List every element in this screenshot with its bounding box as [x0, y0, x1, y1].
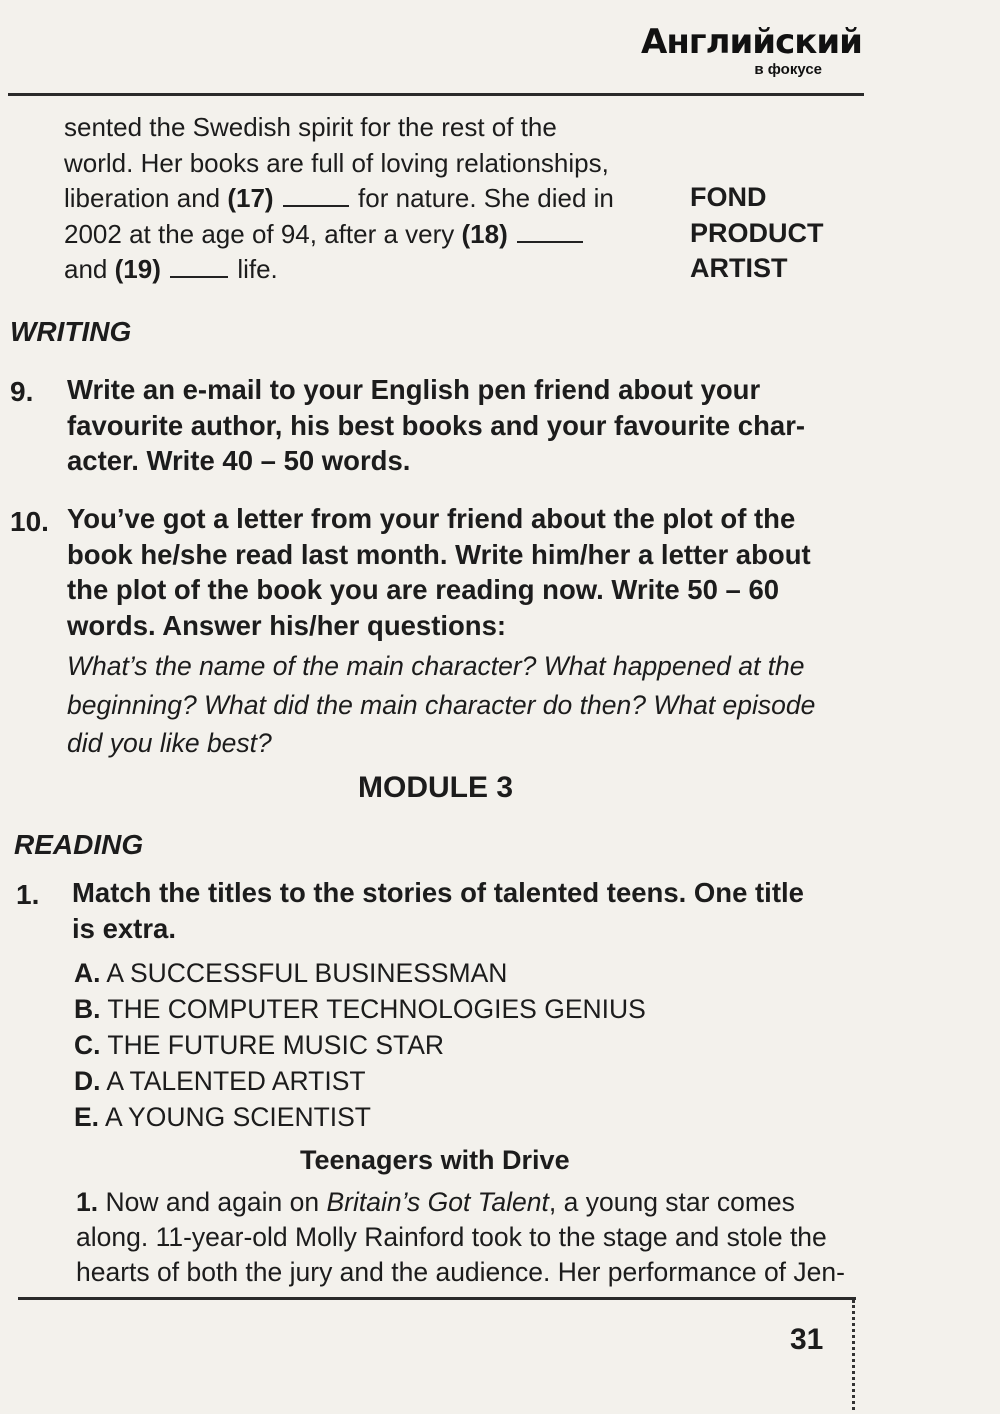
- passage-text: life.: [230, 254, 278, 284]
- gap-number-19: (19): [114, 254, 161, 284]
- story-title: Teenagers with Drive: [300, 1145, 570, 1175]
- gap-blank-18: [517, 223, 583, 243]
- option-text: A YOUNG SCIENTIST: [104, 1102, 371, 1132]
- option-text: A TALENTED ARTIST: [106, 1066, 366, 1096]
- brand-logo: Английский: [641, 22, 862, 62]
- question-line: did you like best?: [67, 728, 272, 758]
- task-line: book he/she read last month. Write him/her a letter about: [67, 538, 811, 570]
- passage-text: liberation and: [64, 183, 228, 213]
- word-bank: [690, 180, 824, 287]
- option-item: [74, 1027, 646, 1063]
- option-text: THE FUTURE MUSIC STAR: [107, 1030, 445, 1060]
- task-1-number: 1.: [16, 879, 40, 910]
- question-line: What’s the name of the main character? What happened at the: [67, 651, 805, 681]
- option-item: [74, 1063, 646, 1099]
- option-letter: D.: [74, 1066, 101, 1096]
- task-line: You’ve got a letter from your friend about the plot of the: [67, 503, 796, 534]
- dotted-margin-line: [852, 1300, 855, 1410]
- story-text-part: Now and again on: [98, 1187, 327, 1217]
- option-letter: A.: [74, 958, 101, 988]
- task-line: Match the titles to the stories of talented teens. One title: [72, 877, 804, 908]
- passage-line: [64, 181, 614, 217]
- task-10-instructions: [67, 501, 811, 643]
- story-line: [76, 1185, 845, 1220]
- page-number: 31: [790, 1323, 824, 1356]
- top-divider: [8, 93, 864, 96]
- task-10-questions: [67, 647, 815, 763]
- story-line: hearts of both the jury and the audience. Her performance of Jen-: [76, 1257, 845, 1287]
- option-letter: E.: [74, 1102, 100, 1132]
- story-number: 1.: [76, 1187, 99, 1217]
- task-9-instructions: [67, 372, 805, 479]
- passage-text: and: [64, 254, 115, 284]
- task-9-number: 9.: [10, 376, 34, 407]
- gap-blank-17: [283, 187, 349, 207]
- story-line: along. 11-year-old Molly Rainford took to the stage and stole the: [76, 1222, 827, 1252]
- bottom-divider: [18, 1297, 856, 1300]
- option-letter: C.: [74, 1030, 101, 1060]
- word-bank-item: ARTIST: [690, 253, 788, 283]
- option-letter: B.: [74, 994, 101, 1024]
- reading-heading: READING: [14, 829, 144, 860]
- option-item: [74, 1099, 646, 1135]
- title-options-list: [74, 955, 646, 1135]
- passage-line: [64, 252, 614, 288]
- gap-blank-19: [170, 258, 228, 278]
- task-line: Write an e-mail to your English pen friend about your: [67, 374, 761, 405]
- word-bank-item: FOND: [690, 182, 767, 212]
- story-text-part: , a young star comes: [548, 1187, 795, 1217]
- gap-number-18: (18): [461, 218, 508, 249]
- writing-heading: WRITING: [10, 316, 132, 347]
- word-bank-item: PRODUCT: [690, 217, 824, 248]
- passage-text: for nature. She died in: [350, 183, 614, 213]
- task-line: acter. Write 40 – 50 words.: [67, 445, 411, 476]
- brand-subtitle: в фокусе: [754, 61, 822, 78]
- option-text: THE COMPUTER TECHNOLOGIES GENIUS: [107, 994, 646, 1024]
- show-title: Britain’s Got Talent: [326, 1187, 549, 1217]
- task-line: is extra.: [72, 912, 176, 944]
- passage-fragment: [64, 110, 614, 288]
- task-line: favourite author, his best books and your favourite char-: [67, 409, 806, 441]
- question-line: beginning? What did the main character do then? What episode: [67, 689, 816, 720]
- option-item: [74, 991, 646, 1027]
- passage-line: sented the Swedish spirit for the rest of the: [64, 112, 557, 142]
- option-text: A SUCCESSFUL BUSINESSMAN: [106, 958, 508, 988]
- module-title: MODULE 3: [358, 771, 514, 804]
- task-line: words. Answer his/her questions:: [67, 609, 507, 641]
- passage-line: [64, 217, 614, 253]
- option-item: [74, 955, 646, 991]
- task-10-number: 10.: [10, 506, 49, 537]
- gap-number-17: (17): [227, 183, 274, 213]
- task-1-instructions: [72, 875, 804, 946]
- passage-line: world. Her books are full of loving relationships,: [64, 147, 609, 178]
- story-text: [76, 1185, 845, 1290]
- task-line: the plot of the book you are reading now. Write 50 – 60: [67, 574, 780, 605]
- passage-text: 2002 at the age of 94, after a very: [64, 218, 462, 249]
